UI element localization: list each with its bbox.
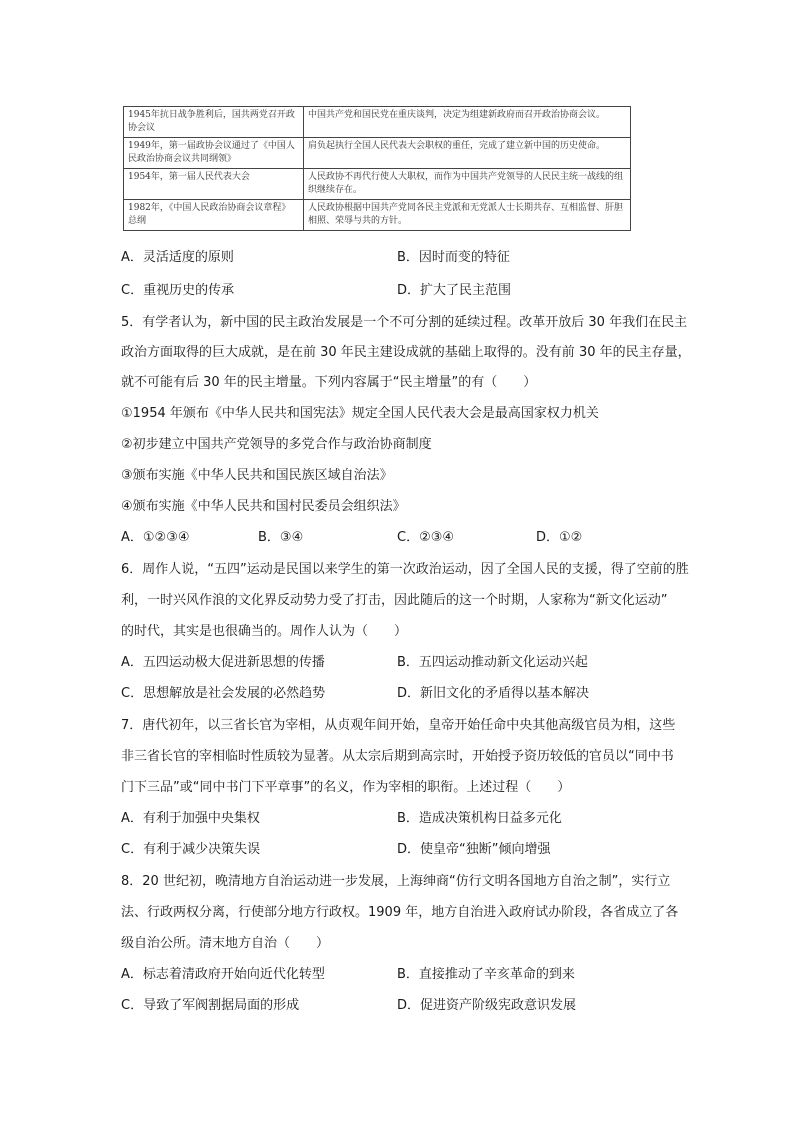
q7-stem-line-3: 门下三品”或“同中书门下平章事”的名义，作为宰相的职衔。上述过程（ ）	[121, 780, 571, 795]
q5-stem-line-2: 政治方面取得的巨大成就，是在前 30 年民主建设成就的基础上取得的。没有前 30 年的民主存量，	[121, 345, 691, 360]
q6-option-a: A．五四运动极大促进新思想的传播	[121, 655, 325, 670]
q5-option-a: A．①②③④	[121, 530, 190, 545]
table-row	[124, 200, 631, 231]
q7-option-c: C．有利于减少决策失误	[121, 842, 261, 857]
table-cell-detail: 人民政协根据中国共产党同各民主党派和无党派人士长期共存、互相监督、肝胆相照、荣辱与共的方针。	[304, 200, 631, 231]
q6-option-b: B．五四运动推动新文化运动兴起	[397, 655, 588, 670]
q6-option-c: C．思想解放是社会发展的必然趋势	[121, 686, 326, 701]
q8-option-b: B．直接推动了辛亥革命的到来	[397, 967, 575, 982]
q7-option-a: A．有利于加强中央集权	[121, 811, 260, 826]
q4-option-b: B．因时而变的特征	[397, 250, 510, 265]
q4-option-a: A．灵活适度的原则	[121, 250, 234, 265]
q4-option-d: D．扩大了民主范围	[397, 283, 512, 298]
table-row	[124, 138, 631, 169]
q8-option-a: A．标志着清政府开始向近代化转型	[121, 967, 325, 982]
q7-stem-line-2: 非三省长官的宰相临时性质较为显著。从太宗后期到高宗时，开始授予资历较低的官员以“同中书	[121, 749, 674, 764]
q5-stem-line-1: 5．有学者认为，新中国的民主政治发展是一个不可分割的延续过程。改革开放后 30 年我们在民主	[121, 315, 688, 330]
q5-item-2: ②初步建立中国共产党领导的多党合作与政治协商制度	[121, 437, 432, 452]
table-row	[124, 169, 631, 200]
q8-stem-line-1: 8．20 世纪初，晚清地方自治运动进一步发展，上海绅商“仿行文明各国地方自治之制”，实行立	[121, 874, 671, 889]
q6-stem-line-1: 6．周作人说，“五四”运动是民国以来学生的第一次政治运动，因了全国人民的支援，得了空前的胜	[121, 562, 689, 577]
table-cell-event: 1949年，第一届政协会议通过了《中国人民政治协商会议共同纲领》	[124, 138, 304, 169]
table-cell-detail: 中国共产党和国民党在重庆谈判，决定为组建新政府而召开政治协商会议。	[304, 107, 631, 138]
q5-stem-line-3: 就不可能有后 30 年的民主增量。下列内容属于“民主增量”的有（ ）	[121, 375, 537, 390]
history-table	[123, 106, 631, 231]
q5-option-c: C．②③④	[397, 530, 455, 545]
q7-option-b: B．造成决策机构日益多元化	[397, 811, 562, 826]
q8-option-d: D．促进资产阶级宪政意识发展	[397, 998, 577, 1013]
q8-stem-line-2: 法、行政两权分离，行使部分地方行政权。1909 年，地方自治进入政府试办阶段，各省成立了各	[121, 905, 679, 920]
table-row	[124, 107, 631, 138]
table-cell-event: 1982年，《中国人民政治协商会议章程》总纲	[124, 200, 304, 231]
q4-option-c: C．重视历史的传承	[121, 283, 235, 298]
q5-option-b: B．③④	[258, 530, 304, 545]
table-cell-detail: 人民政协不再代行使人大职权，而作为中国共产党领导的人民民主统一战线的组织继续存在。	[304, 169, 631, 200]
table-cell-detail: 肩负起执行全国人民代表大会职权的重任，完成了建立新中国的历史使命。	[304, 138, 631, 169]
q6-stem-line-2: 利，一时兴风作浪的文化界反动势力受了打击，因此随后的这一个时期，人家称为“新文化运动”	[121, 593, 668, 608]
q6-stem-line-3: 的时代，其实是也很确当的。周作人认为（ ）	[121, 624, 408, 639]
q7-option-d: D．使皇帝“独断”倾向增强	[397, 842, 551, 857]
q8-option-c: C．导致了军阀割据局面的形成	[121, 998, 300, 1013]
q6-option-d: D．新旧文化的矛盾得以基本解决	[397, 686, 590, 701]
q8-stem-line-3: 级自治公所。清末地方自治（ ）	[121, 936, 330, 951]
q5-item-3: ③颁布实施《中华人民共和国民族区域自治法》	[121, 468, 393, 483]
table-cell-event: 1954年，第一届人民代表大会	[124, 169, 304, 200]
q5-item-4: ④颁布实施《中华人民共和国村民委员会组织法》	[121, 499, 406, 514]
q5-option-d: D．①②	[536, 530, 583, 545]
table-cell-event: 1945年抗日战争胜利后，国共两党召开政协会议	[124, 107, 304, 138]
q5-item-1: ①1954 年颁布《中华人民共和国宪法》规定全国人民代表大会是最高国家权力机关	[121, 406, 599, 421]
q7-stem-line-1: 7．唐代初年，以三省长官为宰相，从贞观年间开始，皇帝开始任命中央其他高级官员为相，这些	[121, 718, 676, 733]
